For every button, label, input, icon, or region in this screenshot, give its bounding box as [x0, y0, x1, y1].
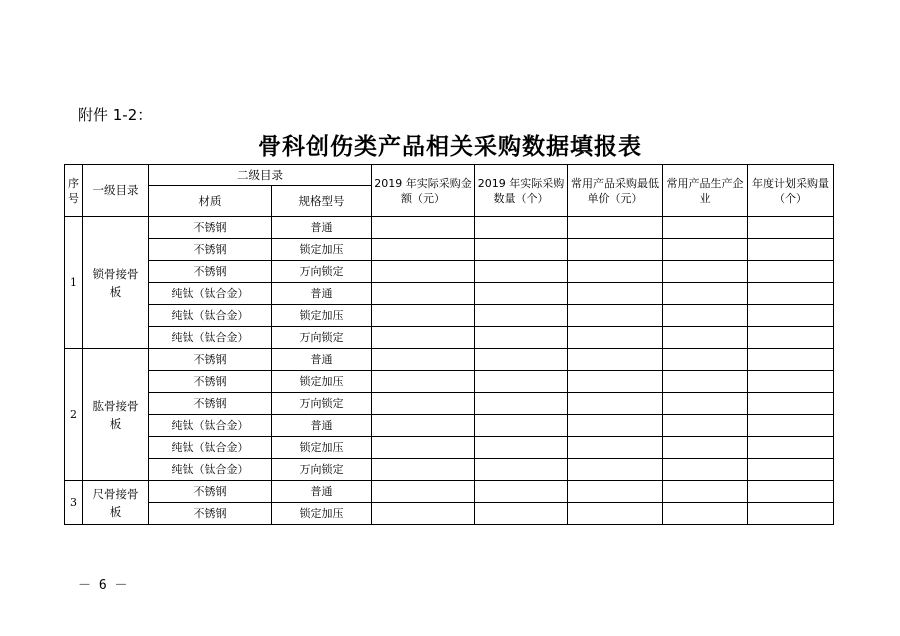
min-price-cell[interactable] [568, 503, 663, 525]
plan-qty-cell[interactable] [748, 393, 834, 415]
min-price-cell[interactable] [568, 349, 663, 371]
manufacturer-cell[interactable] [663, 415, 748, 437]
min-price-cell[interactable] [568, 481, 663, 503]
row-seq: 1 [65, 217, 83, 349]
manufacturer-cell[interactable] [663, 239, 748, 261]
row-spec: 普通 [272, 217, 372, 239]
plan-qty-cell[interactable] [748, 283, 834, 305]
table-row [65, 349, 834, 371]
row-spec: 普通 [272, 415, 372, 437]
min-price-cell[interactable] [568, 305, 663, 327]
plan-qty-cell[interactable] [748, 371, 834, 393]
manufacturer-cell[interactable] [663, 459, 748, 481]
quantity-cell[interactable] [475, 393, 568, 415]
plan-qty-cell[interactable] [748, 503, 834, 525]
amount-cell[interactable] [372, 437, 475, 459]
quantity-cell[interactable] [475, 217, 568, 239]
table-row [65, 283, 834, 305]
header-level2: 二级目录 [149, 165, 372, 186]
amount-cell[interactable] [372, 327, 475, 349]
manufacturer-cell[interactable] [663, 349, 748, 371]
row-material: 不锈钢 [149, 239, 272, 261]
row-spec: 万向锁定 [272, 327, 372, 349]
table-row [65, 371, 834, 393]
manufacturer-cell[interactable] [663, 283, 748, 305]
manufacturer-cell[interactable] [663, 217, 748, 239]
plan-qty-cell[interactable] [748, 239, 834, 261]
header-plan-qty: 年度计划采购量（个） [748, 165, 834, 217]
header-min-price: 常用产品采购最低单价（元） [568, 165, 663, 217]
manufacturer-cell[interactable] [663, 393, 748, 415]
row-material: 不锈钢 [149, 481, 272, 503]
plan-qty-cell[interactable] [748, 459, 834, 481]
header-seq: 序号 [65, 165, 83, 217]
table-row [65, 239, 834, 261]
min-price-cell[interactable] [568, 371, 663, 393]
amount-cell[interactable] [372, 459, 475, 481]
row-spec: 锁定加压 [272, 503, 372, 525]
manufacturer-cell[interactable] [663, 481, 748, 503]
min-price-cell[interactable] [568, 415, 663, 437]
row-spec: 锁定加压 [272, 437, 372, 459]
amount-cell[interactable] [372, 261, 475, 283]
header-level1: 一级目录 [83, 165, 149, 217]
amount-cell[interactable] [372, 349, 475, 371]
plan-qty-cell[interactable] [748, 261, 834, 283]
table-row [65, 327, 834, 349]
row-material: 纯钛（钛合金） [149, 437, 272, 459]
table-row [65, 217, 834, 239]
manufacturer-cell[interactable] [663, 503, 748, 525]
table-row [65, 481, 834, 503]
row-spec: 万向锁定 [272, 459, 372, 481]
page-number: － 6 － [78, 578, 128, 593]
plan-qty-cell[interactable] [748, 349, 834, 371]
plan-qty-cell[interactable] [748, 217, 834, 239]
amount-cell[interactable] [372, 217, 475, 239]
amount-cell[interactable] [372, 415, 475, 437]
row-category: 肱骨接骨板 [83, 349, 149, 481]
amount-cell[interactable] [372, 239, 475, 261]
plan-qty-cell[interactable] [748, 481, 834, 503]
amount-cell[interactable] [372, 503, 475, 525]
quantity-cell[interactable] [475, 239, 568, 261]
row-category: 锁骨接骨板 [83, 217, 149, 349]
header-spec: 规格型号 [272, 186, 372, 217]
table-row [65, 459, 834, 481]
plan-qty-cell[interactable] [748, 327, 834, 349]
table-row [65, 437, 834, 459]
plan-qty-cell[interactable] [748, 415, 834, 437]
row-material: 不锈钢 [149, 349, 272, 371]
row-material: 不锈钢 [149, 261, 272, 283]
amount-cell[interactable] [372, 393, 475, 415]
row-spec: 万向锁定 [272, 261, 372, 283]
min-price-cell[interactable] [568, 459, 663, 481]
row-seq: 3 [65, 481, 83, 525]
row-spec: 普通 [272, 349, 372, 371]
row-material: 不锈钢 [149, 217, 272, 239]
header-row-1 [65, 165, 834, 186]
page-title: 骨科创伤类产品相关采购数据填报表 [258, 133, 642, 160]
min-price-cell[interactable] [568, 283, 663, 305]
header-quantity: 2019 年实际采购数量（个） [475, 165, 568, 217]
table-row [65, 503, 834, 525]
attachment-label: 附件 1-2： [78, 106, 153, 124]
header-amount: 2019 年实际采购金额（元） [372, 165, 475, 217]
row-seq: 2 [65, 349, 83, 481]
table-row [65, 261, 834, 283]
min-price-cell[interactable] [568, 261, 663, 283]
table-row [65, 393, 834, 415]
row-material: 不锈钢 [149, 371, 272, 393]
row-material: 纯钛（钛合金） [149, 415, 272, 437]
quantity-cell[interactable] [475, 349, 568, 371]
quantity-cell[interactable] [475, 415, 568, 437]
header-material: 材质 [149, 186, 272, 217]
manufacturer-cell[interactable] [663, 305, 748, 327]
quantity-cell[interactable] [475, 503, 568, 525]
amount-cell[interactable] [372, 305, 475, 327]
manufacturer-cell[interactable] [663, 371, 748, 393]
header-manufacturer: 常用产品生产企业 [663, 165, 748, 217]
quantity-cell[interactable] [475, 437, 568, 459]
quantity-cell[interactable] [475, 305, 568, 327]
quantity-cell[interactable] [475, 459, 568, 481]
table-row [65, 415, 834, 437]
manufacturer-cell[interactable] [663, 261, 748, 283]
min-price-cell[interactable] [568, 217, 663, 239]
row-spec: 万向锁定 [272, 393, 372, 415]
amount-cell[interactable] [372, 283, 475, 305]
min-price-cell[interactable] [568, 239, 663, 261]
amount-cell[interactable] [372, 371, 475, 393]
amount-cell[interactable] [372, 481, 475, 503]
row-material: 纯钛（钛合金） [149, 327, 272, 349]
min-price-cell[interactable] [568, 393, 663, 415]
manufacturer-cell[interactable] [663, 437, 748, 459]
quantity-cell[interactable] [475, 371, 568, 393]
plan-qty-cell[interactable] [748, 437, 834, 459]
min-price-cell[interactable] [568, 327, 663, 349]
row-material: 纯钛（钛合金） [149, 305, 272, 327]
row-material: 不锈钢 [149, 393, 272, 415]
row-spec: 锁定加压 [272, 305, 372, 327]
procurement-table [64, 164, 834, 525]
plan-qty-cell[interactable] [748, 305, 834, 327]
row-spec: 普通 [272, 481, 372, 503]
row-material: 不锈钢 [149, 503, 272, 525]
manufacturer-cell[interactable] [663, 327, 748, 349]
row-spec: 锁定加压 [272, 239, 372, 261]
row-material: 纯钛（钛合金） [149, 459, 272, 481]
quantity-cell[interactable] [475, 481, 568, 503]
row-material: 纯钛（钛合金） [149, 283, 272, 305]
row-spec: 锁定加压 [272, 371, 372, 393]
min-price-cell[interactable] [568, 437, 663, 459]
quantity-cell[interactable] [475, 261, 568, 283]
row-spec: 普通 [272, 283, 372, 305]
quantity-cell[interactable] [475, 327, 568, 349]
row-category: 尺骨接骨板 [83, 481, 149, 525]
quantity-cell[interactable] [475, 283, 568, 305]
table-row [65, 305, 834, 327]
